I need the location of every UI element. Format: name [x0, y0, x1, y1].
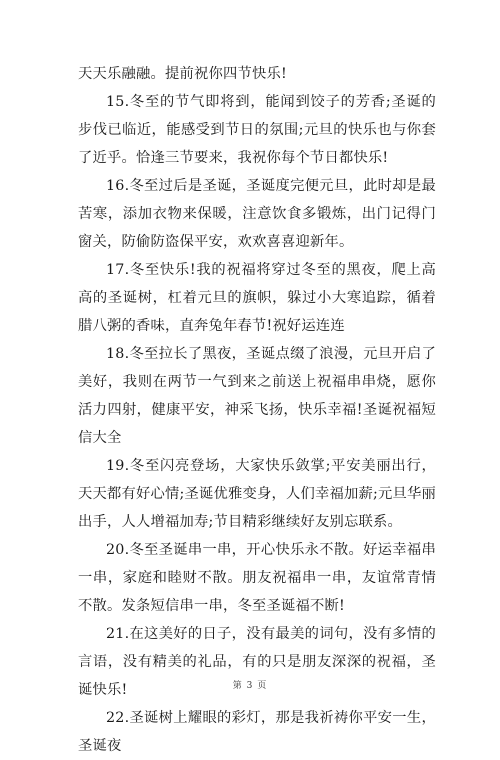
paragraph-continuation: 天天乐融融。提前祝你四节快乐!: [78, 66, 287, 82]
paragraph-19: 19.冬至闪亮登场，大家快乐敛掌;平安美丽出行，天天都有好心情;圣诞优雅变身，人们幸福加薪;元旦华丽出手，人人增福加寿;节目精彩继续好友别忘联系。: [78, 458, 436, 530]
paragraph-17: 17.冬至快乐!我的祝福将穿过冬至的黑夜，爬上高高的圣诞树，杠着元旦的旗帜，躲过小大寒追踪，循着腊八粥的香味，直奔兔年春节!祝好运连连: [78, 262, 436, 334]
paragraph-16: 16.冬至过后是圣诞，圣诞度完便元旦，此时却是最苦寒，添加衣物来保暖，注意饮食多锻炼，出门记得门窗关，防偷防盗保平安，欢欢喜喜迎新年。: [78, 178, 436, 250]
paragraph-20: 20.冬至圣诞串一串，开心快乐永不散。好运幸福串一串，家庭和睦财不散。朋友祝福串一串，友谊常青情不散。发条短信串一串，冬至圣诞福不断!: [78, 542, 436, 614]
paragraph-15: 15.冬至的节气即将到，能闻到饺子的芳香;圣诞的步伐已临近，能感受到节日的氛围;元旦的快乐也与你套了近乎。恰逢三节要来，我祝你每个节日都快乐!: [78, 94, 436, 166]
page-number: 第 3 页: [232, 681, 268, 691]
document-body: [78, 60, 436, 760]
paragraph-18: 18.冬至拉长了黑夜，圣诞点缀了浪漫，元旦开启了美好，我则在两节一气到来之前送上祝福串串烧，愿你活力四射，健康平安，神采飞扬，快乐幸福!圣诞祝福短信大全: [78, 346, 436, 446]
paragraph-21: 21.在这美好的日子，没有最美的词句，没有多情的言语，没有精美的礼品，有的只是朋友深深的祝福，圣诞快乐!: [78, 626, 436, 698]
paragraph-22: 22.圣诞树上耀眼的彩灯，那是我祈祷你平安一生，圣诞夜: [78, 710, 436, 754]
